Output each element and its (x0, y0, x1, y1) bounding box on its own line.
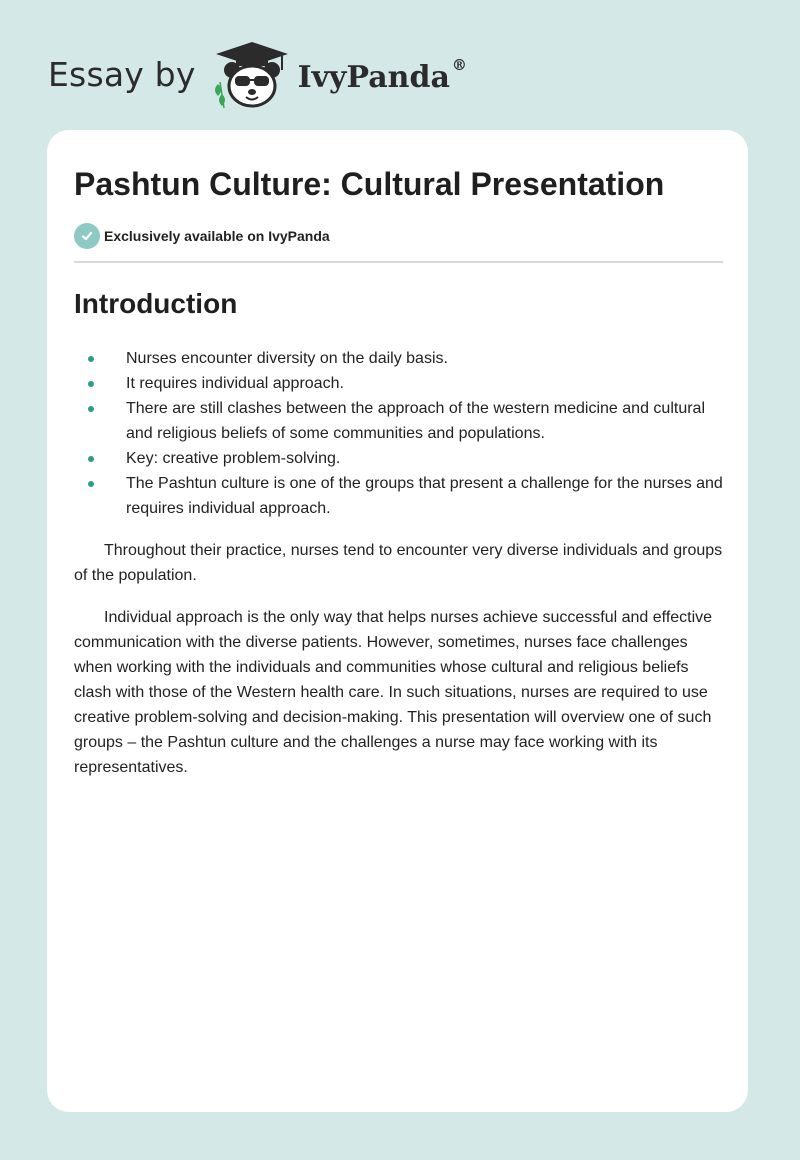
list-item: It requires individual approach. (74, 371, 723, 396)
body-paragraph: Individual approach is the only way that helps nurses achieve successful and effective communication with the diverse patients. However, sometimes, nurses face challenges when working with the individuals and communities whose cultural and religious beliefs clash with those of the Western health care. In such situations, nurses are required to use creative problem-solving and decision-making. This presentation will overview one of such groups – the Pashtun culture and the challenges a nurse may face working with its representatives. (74, 609, 713, 776)
essay-by-label: Essay by (48, 54, 196, 94)
list-item: Key: creative problem-solving. (74, 446, 723, 471)
brand-name: IvyPanda ® (297, 55, 467, 95)
bullet-dot-icon (88, 456, 94, 462)
essay-title: Pashtun Culture: Cultural Presentation (74, 166, 665, 202)
list-item: The Pashtun culture is one of the groups that present a challenge for the nurses and requires individual approach. (74, 471, 723, 521)
bullet-dot-icon (88, 481, 94, 487)
list-item: Nurses encounter diversity on the daily basis. (74, 346, 723, 371)
bullet-dot-icon (88, 356, 94, 362)
title-divider (74, 261, 723, 263)
check-icon (74, 223, 100, 249)
site-header (48, 34, 467, 114)
section-heading: Introduction (74, 288, 238, 319)
essay-card (47, 130, 748, 1112)
panda-logo-icon[interactable] (210, 38, 294, 110)
intro-bullet-list (74, 346, 723, 521)
registered-mark: ® (451, 55, 467, 74)
list-item: There are still clashes between the approach of the western medicine and cultural and religious beliefs of some communities and populations. (74, 396, 723, 446)
essay-content (74, 162, 723, 780)
bullet-dot-icon (88, 381, 94, 387)
exclusive-label: Exclusively available on IvyPanda (104, 228, 330, 244)
exclusive-badge (74, 223, 723, 249)
body-paragraph: Throughout their practice, nurses tend to encounter very diverse individuals and groups of the population. (74, 542, 723, 584)
bullet-dot-icon (88, 406, 94, 412)
